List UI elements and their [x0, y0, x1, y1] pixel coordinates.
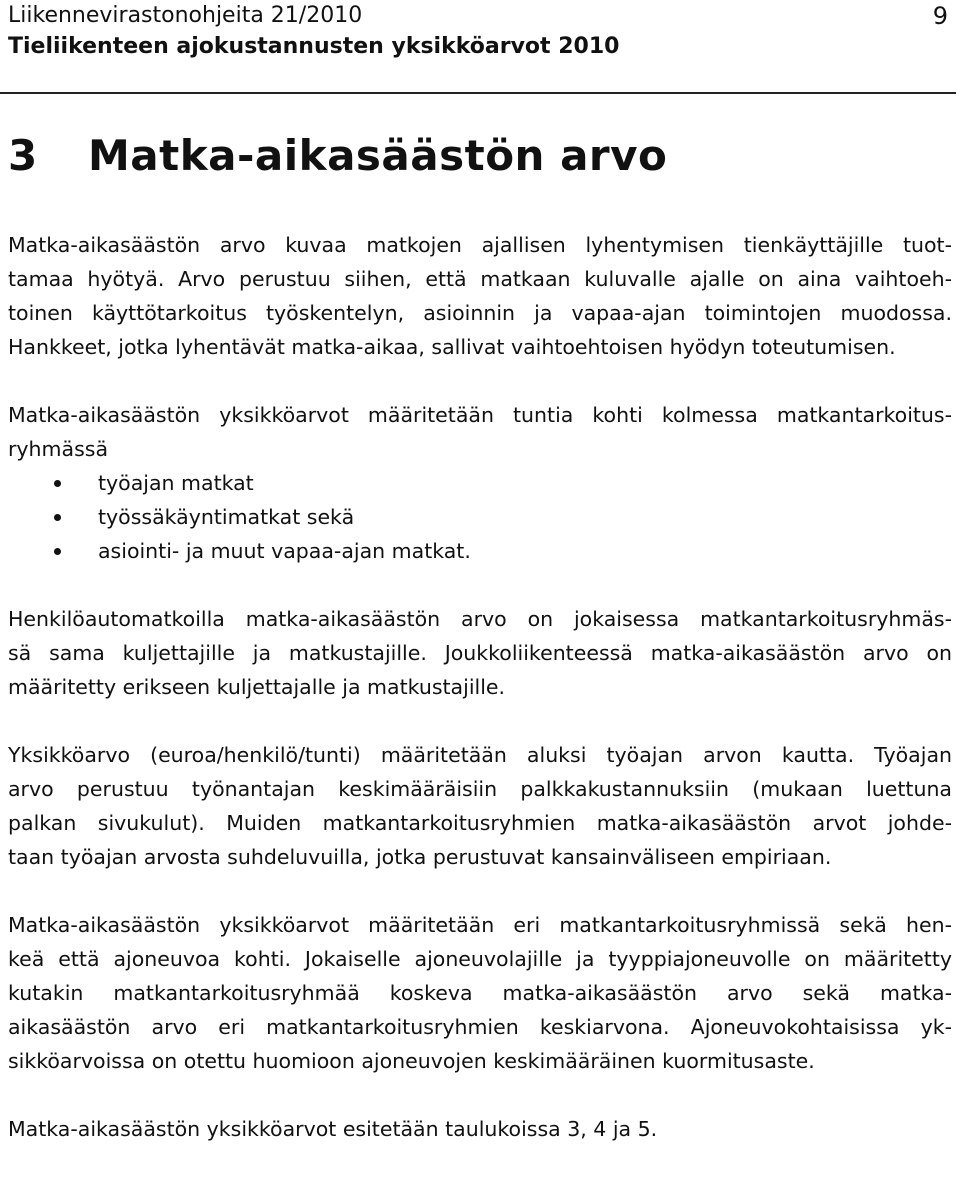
paragraph-line: Matka-aikasäästön yksikköarvot määritetään tuntia kohti kolmessa matkantarkoitus- [8, 403, 952, 427]
paragraph-line: toinen käyttötarkoitus työskentelyn, asioinnin ja vapaa-ajan toimintojen muodossa. [8, 301, 952, 325]
paragraph-line: Hankkeet, jotka lyhentävät matka-aikaa, sallivat vaihtoehtoisen hyödyn toteutumisen. [8, 335, 896, 359]
body-text [8, 228, 952, 1180]
publication-subtitle: Tieliikenteen ajokustannusten yksikköarvot 2010 [8, 34, 620, 59]
bullet-icon [54, 480, 61, 487]
bullet-icon [54, 548, 61, 555]
paragraph-3 [8, 602, 952, 704]
page-number: 9 [932, 2, 948, 30]
bullet-icon [54, 514, 61, 521]
paragraph-line: Matka-aikasäästön yksikköarvot esitetään taulukoissa 3, 4 ja 5. [8, 1117, 658, 1141]
paragraph-1 [8, 228, 952, 364]
list-item [8, 500, 952, 534]
paragraph-line: tamaa hyötyä. Arvo perustuu siihen, että matkaan kuluvalle ajalle on aina vaihtoeh- [8, 267, 952, 291]
paragraph-line: keä että ajoneuvoa kohti. Jokaiselle ajoneuvolajille ja tyyppiajoneuvolle on määritetty [8, 947, 952, 971]
section-heading [8, 130, 667, 182]
list-item-text: työssäkäyntimatkat sekä [98, 505, 355, 529]
paragraph-line: ryhmässä [8, 437, 109, 461]
bullet-list [8, 466, 952, 568]
header-divider [0, 92, 956, 94]
paragraph-line: Matka-aikasäästön yksikköarvot määritetään eri matkantarkoitusryhmissä sekä hen- [8, 913, 952, 937]
list-item-text: työajan matkat [98, 471, 254, 495]
paragraph-line: palkan sivukulut). Muiden matkantarkoitusryhmien matka-aikasäästön arvot johde- [8, 811, 952, 835]
paragraph-line: Yksikköarvo (euroa/henkilö/tunti) määritetään aluksi työajan arvon kautta. Työajan [8, 743, 952, 767]
paragraph-line: määritetty erikseen kuljettajalle ja matkustajille. [8, 675, 506, 699]
paragraph-5 [8, 908, 952, 1078]
paragraph-line: taan työajan arvosta suhdeluvuilla, jotka perustuvat kansainväliseen empiriaan. [8, 845, 832, 869]
publication-title: Liikennevirastonohjeita 21/2010 [8, 3, 363, 28]
paragraph-2 [8, 398, 952, 466]
list-item [8, 466, 952, 500]
page-header [8, 0, 952, 90]
list-item-text: asiointi- ja muut vapaa-ajan matkat. [98, 539, 471, 563]
section-number: 3 [8, 131, 38, 180]
paragraph-line: kutakin matkantarkoitusryhmää koskeva matka-aikasäästön arvo sekä matka- [8, 981, 952, 1005]
paragraph-line: sikköarvoissa on otettu huomioon ajoneuvojen keskimääräinen kuormitusaste. [8, 1049, 815, 1073]
section-title: Matka-aikasäästön arvo [88, 131, 668, 180]
paragraph-line: Henkilöautomatkoilla matka-aikasäästön arvo on jokaisessa matkantarkoitusryhmäs- [8, 607, 952, 631]
paragraph-line: arvo perustuu työnantajan keskimääräisiin palkkakustannuksiin (mukaan luettuna [8, 777, 952, 801]
paragraph-line: Matka-aikasäästön arvo kuvaa matkojen ajallisen lyhentymisen tienkäyttäjille tuot- [8, 233, 952, 257]
paragraph-4 [8, 738, 952, 874]
list-item [8, 534, 952, 568]
paragraph-line: aikasäästön arvo eri matkantarkoitusryhmien keskiarvona. Ajoneuvokohtaisissa yk- [8, 1015, 952, 1039]
paragraph-line: sä sama kuljettajille ja matkustajille. Joukkoliikenteessä matka-aikasäästön arvo on [8, 641, 952, 665]
